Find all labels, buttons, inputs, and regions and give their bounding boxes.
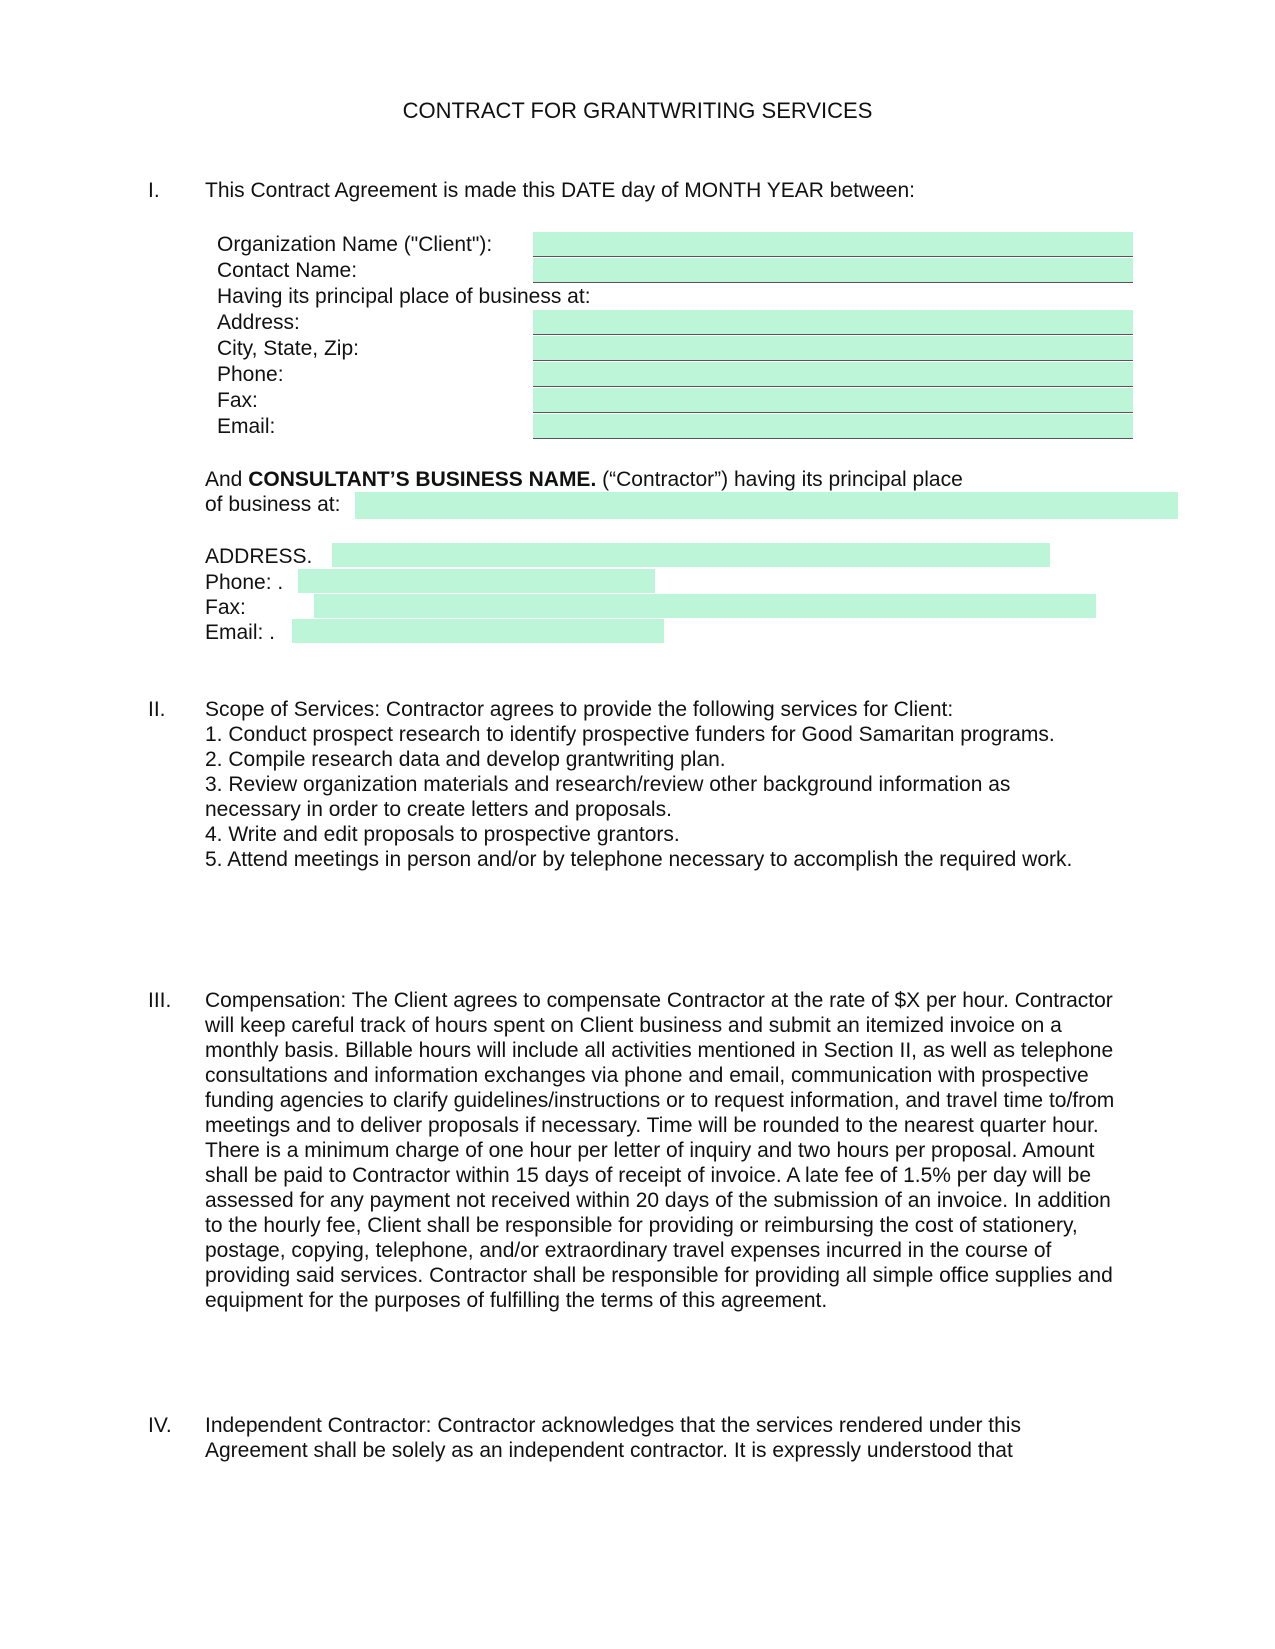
contractor-suffix: (“Contractor”) having its principal place <box>596 468 963 491</box>
email-field[interactable] <box>533 414 1133 439</box>
principal-place-label: Having its principal place of business at: <box>217 285 591 308</box>
section-3-numeral: III. <box>148 989 172 1012</box>
contractor-fax-label: Fax: <box>205 596 246 619</box>
section-4-independent-contractor: Independent Contractor: Contractor acknowledges that the services rendered under this Agreement shall be solely as an independent contractor. It is expressly understood that <box>205 1414 1021 1462</box>
fax-label: Fax: <box>217 389 258 412</box>
section-1-numeral: I. <box>148 179 160 202</box>
contact-name-field[interactable] <box>533 258 1133 283</box>
section-2-numeral: II. <box>148 698 166 721</box>
contractor-email-label: Email: . <box>205 621 276 644</box>
contractor-email-field[interactable] <box>292 619 664 643</box>
contractor-phone-field[interactable] <box>298 569 655 593</box>
contractor-phone-label: Phone: . <box>205 571 284 594</box>
section-3-compensation: Compensation: The Client agrees to compensate Contractor at the rate of $X per hour. Contractor will keep careful track of hours spent on Client business and submit an itemized invoice on a monthly basis. Billable hours will include all activities mentioned in Section II, as well as telephone consultations and information exchanges via phone and email, communication with prospective funding agencies to clarify guidelines/instructions or to request information, and travel time to/from meetings and to deliver proposals if necessary. Time will be rounded to the nearest quarter hour. There is a minimum charge of one hour per letter of inquiry and two hours per proposal. Amount shall be paid to Contractor within 15 days of receipt of invoice. A late fee of 1.5% per day will be assessed for any payment not received within 20 days of the submission of an invoice. In addition to the hourly fee, Client shall be responsible for providing or reimbursing the cost of stationery, postage, copying, telephone, and/or extraordinary travel expenses incurred in the course of providing said services. Contractor shall be responsible for providing all simple office supplies and equipment for the purposes of fulfilling the terms of this agreement. <box>205 989 1115 1312</box>
contractor-business-field[interactable] <box>355 492 1178 519</box>
contractor-address-field[interactable] <box>332 543 1050 567</box>
scope-item-5: 5. Attend meetings in person and/or by telephone necessary to accomplish the required work. <box>205 848 1073 871</box>
scope-item-2: 2. Compile research data and develop grantwriting plan. <box>205 748 726 771</box>
contact-name-label: Contact Name: <box>217 259 358 282</box>
contractor-prefix: And <box>205 468 249 491</box>
address-field[interactable] <box>533 310 1133 335</box>
document-title: CONTRACT FOR GRANTWRITING SERVICES <box>402 98 873 123</box>
section-4-numeral: IV. <box>148 1414 172 1437</box>
phone-field[interactable] <box>533 362 1133 387</box>
address-label: Address: <box>217 311 300 334</box>
city-state-zip-field[interactable] <box>533 336 1133 361</box>
section-2-scope <box>205 697 1105 872</box>
scope-item-3: 3. Review organization materials and research/review other background information as necessary in order to create letters and proposals. <box>205 773 1011 821</box>
org-name-field[interactable] <box>533 232 1133 257</box>
scope-heading: Scope of Services: Contractor agrees to provide the following services for Client: <box>205 698 954 721</box>
contractor-business-name: CONSULTANT’S BUSINESS NAME. <box>248 468 597 491</box>
email-label: Email: <box>217 415 276 438</box>
phone-label: Phone: <box>217 363 284 386</box>
contractor-address-label: ADDRESS. <box>205 545 313 568</box>
contractor-fax-field[interactable] <box>314 594 1096 618</box>
org-name-label: Organization Name ("Client"): <box>217 233 493 256</box>
contractor-business-at-label: of business at: <box>205 493 341 516</box>
city-state-zip-label: City, State, Zip: <box>217 337 359 360</box>
scope-item-4: 4. Write and edit proposals to prospective grantors. <box>205 823 680 846</box>
fax-field[interactable] <box>533 388 1133 413</box>
section-1-intro: This Contract Agreement is made this DATE day of MONTH YEAR between: <box>205 179 916 202</box>
scope-item-1: 1. Conduct prospect research to identify prospective funders for Good Samaritan programs. <box>205 723 1055 746</box>
contractor-intro <box>205 467 963 492</box>
